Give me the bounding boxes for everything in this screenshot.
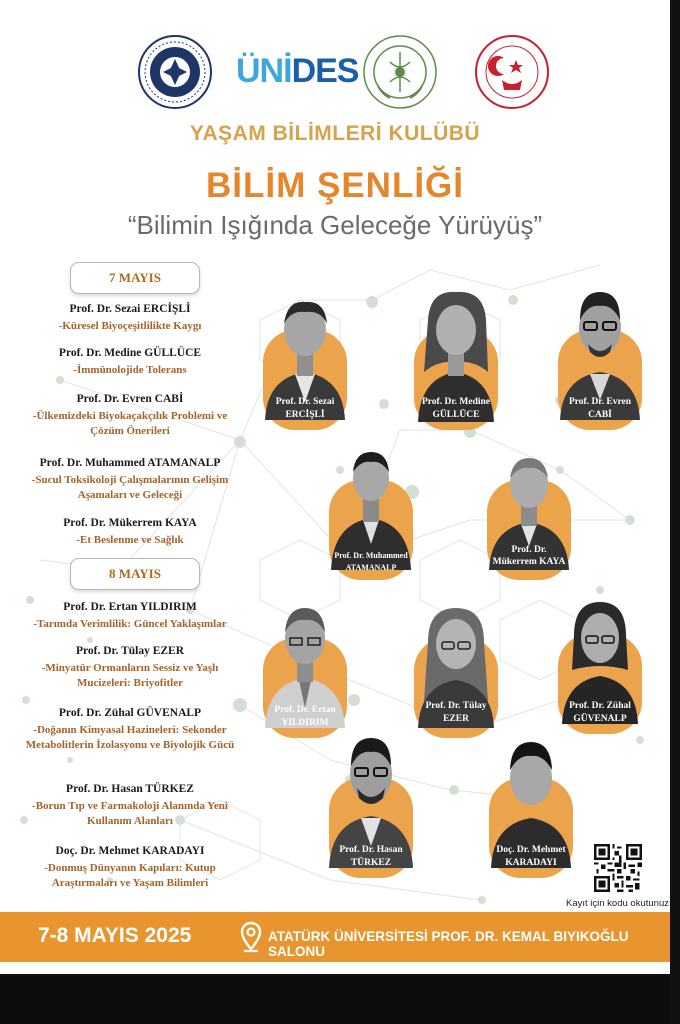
speaker-label-line1: Prof. Dr. [511, 545, 547, 555]
talk-speaker: Prof. Dr. Zühal GÜVENALP [58, 707, 202, 719]
speaker-label-line1: Prof. Dr. Muhammed [334, 551, 408, 560]
talk-speaker: Prof. Dr. Tülay EZER [75, 645, 185, 657]
talk-topic: -Donmuş Dünyanın Kapıları: Kutup Araştırmaları ve Yaşam Bilimleri [44, 862, 216, 889]
talk-topic: -Tarımda Verimlilik: Güncel Yaklaşımlar [33, 618, 227, 630]
talk-speaker: Prof. Dr. Ertan YILDIRIM [63, 601, 197, 613]
talk-speaker: Prof. Dr. Medine GÜLLÜCE [58, 347, 202, 359]
talk-topic: -Minyatür Ormanların Sessiz ve Yaşlı Mucizeleri: Briyofitler [41, 662, 219, 689]
speaker-label-line2: GÜLLÜCE [432, 410, 480, 420]
speaker-label-line2: Mükerrem KAYA [492, 557, 566, 567]
talk-item [16, 782, 244, 829]
speaker-card [558, 286, 642, 432]
speaker-label-line1: Prof. Dr. Tülay [425, 701, 487, 711]
talk-item [16, 346, 244, 378]
ataturk-universitesi-logo [137, 34, 213, 110]
speaker-card [329, 730, 413, 878]
speaker-label-line1: Prof. Dr. Zühal [569, 701, 631, 711]
speaker-label-line2: YILDIRIM [281, 718, 329, 728]
screen-edge [670, 0, 680, 1024]
event-title: BİLİM ŞENLİĞİ [206, 166, 464, 205]
qr-code-icon[interactable] [594, 844, 642, 892]
talk-item [16, 302, 244, 334]
speaker-label-line2: ERCİŞLİ [285, 410, 325, 420]
speaker-card [263, 604, 347, 738]
speaker-label-line1: Prof. Dr. Ertan [274, 705, 336, 715]
speaker-card [263, 290, 347, 432]
qr-caption: Kayıt için kodu okutunuz [566, 898, 669, 909]
talk-item [16, 844, 244, 891]
talk-speaker: Doç. Dr. Mehmet KARADAYI [55, 845, 205, 857]
speaker-label-line2: ATAMANALP [345, 563, 397, 572]
talk-item [16, 516, 244, 548]
unides-logo-des: DES [291, 52, 359, 90]
speaker-label-line2: GÜVENALP [573, 714, 627, 724]
genclik-ve-spor-bakanligi-logo [474, 34, 550, 110]
talk-speaker: Prof. Dr. Evren CABİ [76, 393, 184, 405]
speaker-label-line2: CABİ [588, 410, 612, 420]
speaker-label-line1: Prof. Dr. Sezai [275, 397, 335, 407]
day-label-7-mayis: 7 MAYIS [70, 262, 200, 294]
footer-banner [0, 912, 670, 962]
talk-item [16, 456, 244, 503]
speaker-card [558, 600, 642, 734]
unides-logo [236, 48, 359, 94]
event-venue: ATATÜRK ÜNİVERSİTESİ PROF. DR. KEMAL BIYIKOĞLU SALONU [268, 929, 629, 959]
speaker-label-line2: KARADAYI [505, 858, 557, 868]
talk-item [16, 706, 244, 753]
speaker-card [414, 290, 498, 432]
talk-topic: -Borun Tıp ve Farmakoloji Alanında Yeni Kullanım Alanları [32, 800, 228, 827]
club-title: YAŞAM BİLİMLERİ KULÜBÜ [189, 122, 481, 145]
speaker-label-line2: EZER [443, 714, 469, 724]
talk-topic: -Et Beslenme ve Sağlık [76, 534, 184, 546]
talk-topic: -İmmünolojide Tolerans [73, 364, 187, 376]
unides-logo-uni: ÜNİ [236, 52, 292, 90]
speaker-label-line1: Doç. Dr. Mehmet [496, 845, 566, 855]
talk-topic: -Ülkemizdeki Biyokaçakçılık Problemi ve Çözüm Önerileri [32, 410, 228, 437]
speaker-card [329, 448, 413, 580]
talk-item [16, 600, 244, 632]
speaker-card [489, 738, 573, 878]
speaker-card [487, 452, 571, 580]
talk-item [16, 392, 244, 439]
day-label-8-mayis: 8 MAYIS [70, 558, 200, 590]
yasam-bilimleri-kulubu-logo [362, 34, 438, 110]
speaker-label-line1: Prof. Dr. Medine [421, 397, 491, 407]
speaker-card [414, 606, 498, 738]
event-subtitle: “Bilimin Işığında Geleceğe Yürüyüş” [127, 210, 543, 240]
speaker-label-line2: TÜRKEZ [350, 858, 392, 868]
talk-speaker: Prof. Dr. Mükerrem KAYA [63, 517, 197, 529]
talk-speaker: Prof. Dr. Hasan TÜRKEZ [66, 783, 194, 795]
location-pin-icon [240, 921, 262, 953]
speaker-label-line1: Prof. Dr. Hasan [339, 845, 403, 855]
talk-topic: -Doğanın Kimyasal Hazineleri: Sekonder Metabolitlerin İzolasyonu ve Biyolojik Gücü [25, 724, 235, 751]
speaker-label-line1: Prof. Dr. Evren [568, 397, 632, 407]
talk-topic: -Küresel Biyoçeşitlilikte Kaygı [58, 320, 202, 332]
talk-topic: -Sucul Toksikoloji Çalışmalarının Gelişim Aşamaları ve Geleceği [31, 474, 229, 501]
talk-speaker: Prof. Dr. Sezai ERCİŞLİ [69, 303, 191, 315]
talk-speaker: Prof. Dr. Muhammed ATAMANALP [39, 457, 221, 469]
talk-item [16, 644, 244, 691]
event-date: 7-8 MAYIS 2025 [38, 924, 192, 947]
